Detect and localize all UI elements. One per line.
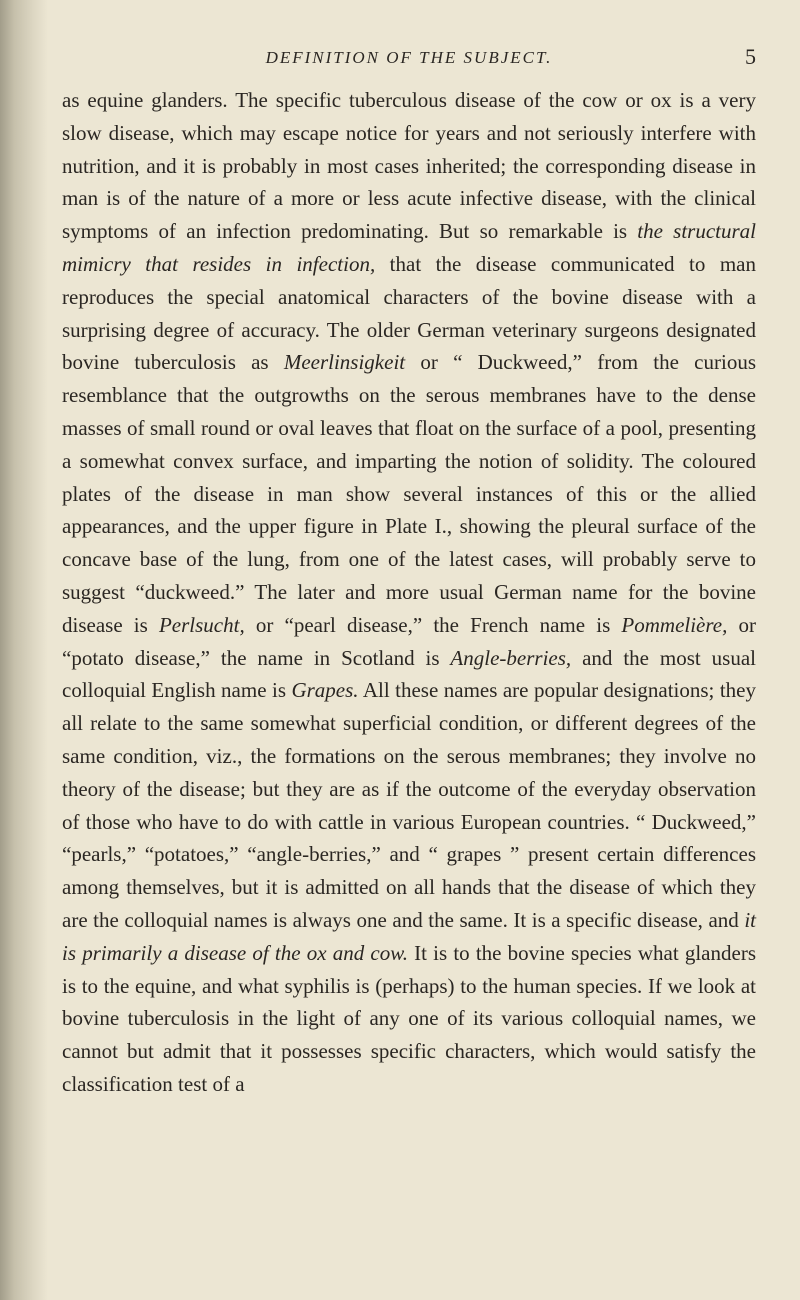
running-header bbox=[62, 40, 756, 80]
italic-phrase: the structural mimicry that resides in infection, bbox=[62, 219, 756, 276]
italic-term: Meerlinsigkeit bbox=[283, 350, 406, 375]
text-run: as equine glanders. The specific tuberculous disease of the cow or ox is a very slow disease, which may escape notice for years and not seriously interfere with nutrition, and it is probably in most cases inherited; the corresponding disease in man is of the nature of a more or less acute infective disease, with the clinical symptoms of an infection predominating. But so remarkable is bbox=[62, 88, 756, 244]
italic-phrase: it is primarily a disease of the ox and cow. bbox=[62, 907, 756, 965]
running-title: DEFINITION OF THE SUBJECT. bbox=[265, 48, 553, 67]
italic-term: Angle-berries, bbox=[450, 645, 572, 670]
book-page bbox=[62, 40, 756, 1101]
text-run: It is to the bovine species what glanders is to the equine, and what syphilis is (perhaps) to the human species. If we look at bovine tuberculosis in the light of any one of its various colloquial names, we cannot but admit that it possesses specific characters, which would satisfy the classification test of a bbox=[62, 940, 756, 1096]
body-paragraph bbox=[62, 84, 756, 1101]
text-run: or “ Duckweed,” from the curious resemblance that the outgrowths on the serous membranes have to the dense masses of small round or oval leaves that float on the surface of a pool, presenting a somewhat convex surface, and imparting the notion of solidity. The coloured plates of the disease in man show several instances of this or the allied appearances, and the upper figure in Plate I., showing the pleural surface of the concave base of the lung, from one of the latest cases, will probably serve to suggest “duckweed.” The later and more usual German name for the bovine disease is bbox=[62, 350, 756, 637]
italic-term: Perlsucht, bbox=[158, 612, 245, 637]
text-run: that the disease communicated to man reproduces the special anatomical characters of the bovine disease with a surprising degree of accuracy. The older German veterinary surgeons designated bovine tuberculosis as bbox=[62, 251, 756, 375]
italic-term: Grapes. bbox=[291, 678, 359, 703]
text-run: or “pearl disease,” the French name is bbox=[244, 612, 622, 637]
text-run: All these names are popular designations; they all relate to the same somewhat superficial condition, or different degrees of the same condition, viz., the formations on the serous membranes; they involve no theory of the disease; but they are as if the outcome of the everyday observation of those who have to do with cattle in various European countries. “ Duckweed,” “pearls,” “potatoes,” “angle-berries,” and “ grapes ” present certain differences among themselves, but it is admitted on all hands that the disease of which they are the colloquial names is always one and the same. It is a specific disease, and bbox=[62, 678, 756, 932]
book-spine-shadow bbox=[0, 0, 48, 1300]
italic-term: Pommelière, bbox=[621, 612, 728, 637]
text-run: and the most usual colloquial English name is bbox=[62, 645, 756, 703]
page-number: 5 bbox=[745, 44, 756, 69]
text-run: or “potato disease,” the name in Scotland is bbox=[62, 612, 756, 670]
